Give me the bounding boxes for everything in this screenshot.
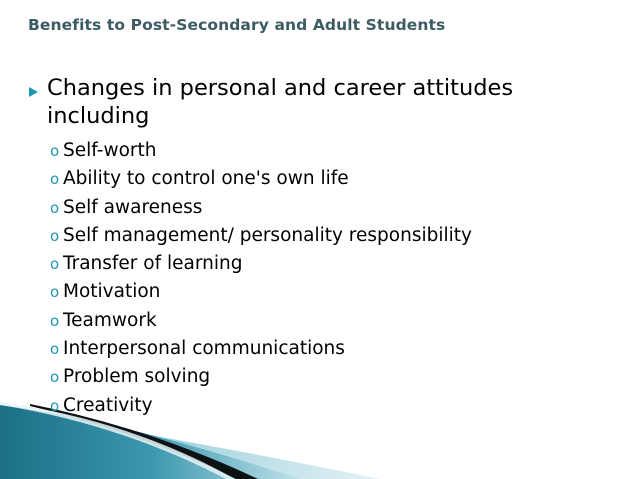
list-item: o Self awareness xyxy=(50,194,472,222)
circle-bullet-icon: o xyxy=(50,226,60,245)
arrow-bullet-icon xyxy=(29,87,38,97)
list-item: o Transfer of learning xyxy=(50,250,472,278)
circle-bullet-icon: o xyxy=(50,142,60,160)
circle-bullet-icon: o xyxy=(50,340,60,359)
list-item: o Problem solving xyxy=(50,363,472,391)
list-item: o Motivation xyxy=(50,278,472,306)
list-item: o Creativity xyxy=(50,392,472,420)
circle-bullet-icon: o xyxy=(50,198,60,217)
circle-bullet-icon: o xyxy=(50,311,60,330)
list-item: o Interpersonal communications xyxy=(50,335,472,363)
circle-bullet-icon: o xyxy=(50,255,60,274)
circle-bullet-icon: o xyxy=(50,283,60,302)
list-item: o Teamwork xyxy=(50,307,472,335)
list-item: o Self management/ personality responsibility xyxy=(50,222,472,250)
slide-title: Benefits to Post-Secondary and Adult Students xyxy=(28,16,446,34)
circle-bullet-icon: o xyxy=(50,396,60,415)
list-item: o Ability to control one's own life xyxy=(50,165,472,193)
circle-bullet-icon: o xyxy=(50,170,60,189)
sub-bullet-list xyxy=(50,137,472,420)
list-item: o Self-worth xyxy=(50,137,472,165)
main-bullet-text: Changes in personal and career attitudes including xyxy=(47,75,514,129)
circle-bullet-icon: o xyxy=(50,368,60,387)
